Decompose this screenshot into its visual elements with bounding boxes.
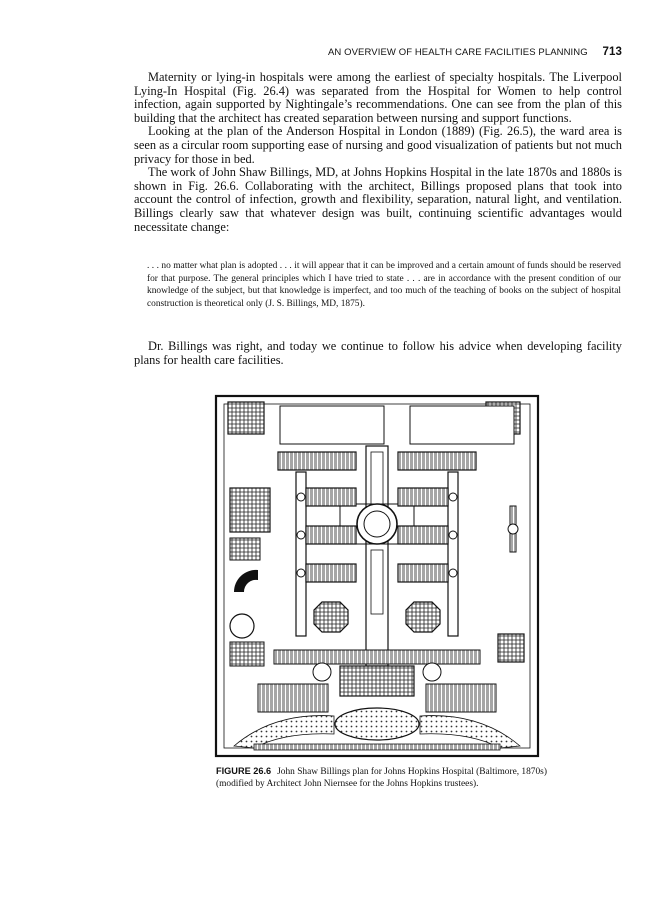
body-text	[134, 71, 622, 234]
running-header	[0, 46, 622, 58]
closing-text	[134, 340, 622, 367]
paragraph-anderson: Looking at the plan of the Anderson Hospital in London (1889) (Fig. 26.5), the ward area is seen as a circular room supporting ease of nursing and good visualization of patients but not much privacy for those in bed.	[134, 124, 622, 166]
block-quote: . . . no matter what plan is adopted . . . it will appear that it can be improved and a certain amount of funds should be reserved for that purpose. The general principles which I have tried to state . . . are in accordance with the present condition of our knowledge of the subject, but that knowledge is imperfect, and too much of the teaching of books on the subject of hospital construction is theoretical only (J. S. Billings, MD, 1875).	[147, 261, 621, 309]
figure-caption	[216, 765, 566, 790]
paragraph-maternity: Maternity or lying-in hospitals were among the earliest of specialty hospitals. The Liverpool Lying-In Hospital (Fig. 26.4) was separated from the Hospital for Women to help control infection, again supported by Nightingale’s recommendations. One can see from the plan of this building that the architect has created separation between nursing and support functions.	[134, 70, 622, 125]
hospital-site-plan	[214, 394, 540, 758]
paragraph-billings: The work of John Shaw Billings, MD, at Johns Hopkins Hospital in the late 1870s and 1880s is shown in Fig. 26.6. Collaborating with the architect, Billings proposed plans that took into account the control of infection, growth and flexibility, separation, natural light, and ventilation. Billings clearly saw that whatever design was built, continuing scientific advantages would necessitate change:	[134, 165, 622, 234]
paragraph-closing: Dr. Billings was right, and today we continue to follow his advice when developing facility plans for health care facilities.	[134, 339, 622, 367]
figure-26-6	[214, 394, 540, 758]
figure-label: FIGURE 26.6	[216, 766, 272, 776]
page-number: 713	[602, 46, 622, 58]
running-title: AN OVERVIEW OF HEALTH CARE FACILITIES PLANNING	[328, 47, 588, 58]
figure-caption-text: John Shaw Billings plan for Johns Hopkins Hospital (Baltimore, 1870s) (modified by Architect John Niernsee for the Johns Hopkins trustees).	[216, 767, 547, 790]
